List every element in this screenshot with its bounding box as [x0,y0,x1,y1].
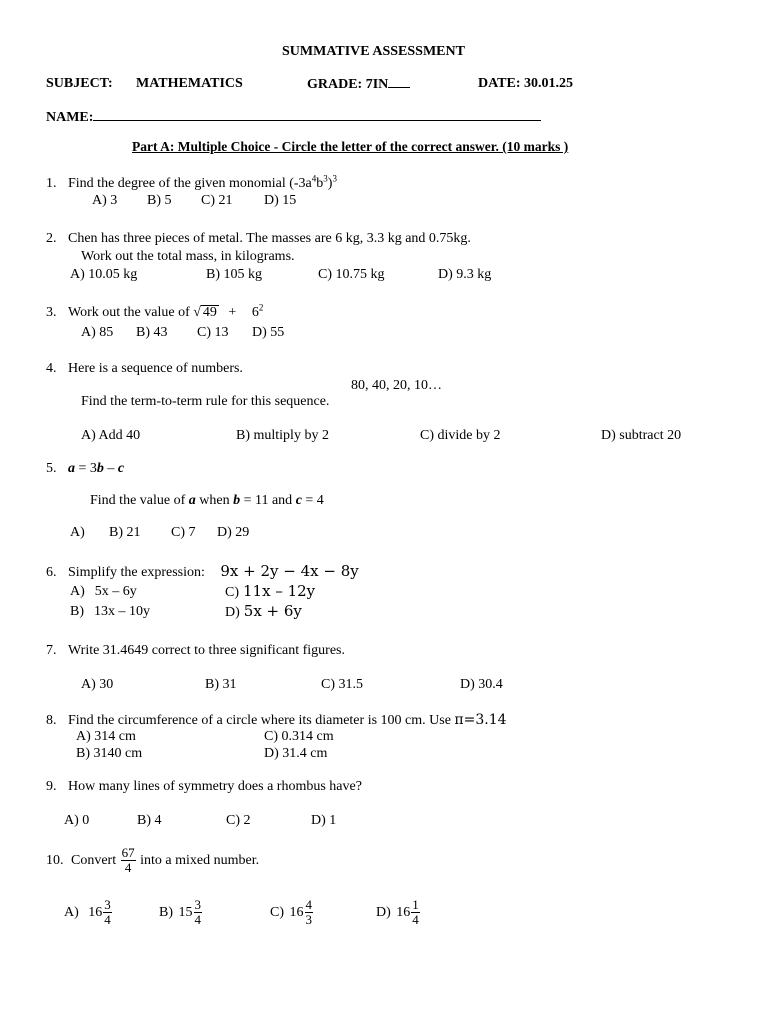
name-field [46,108,541,125]
question-3: 3. Work out the value of √ $49 + 6^2$ [46,302,264,320]
q9-option-b[interactable]: B) 4 [137,813,162,828]
q6-option-c[interactable]: C) 11x – 12y [225,582,316,600]
question-text: Find the degree of the given monomial $(-3a^4b^3)^3$ [68,173,337,191]
q7-option-c[interactable]: C) 31.5 [321,677,363,692]
q1-option-a[interactable]: A) 3 [92,193,118,208]
question-6 [46,564,359,580]
question-number: 1. [46,176,57,191]
q8-option-a[interactable]: A) 314 cm [76,729,136,744]
name-blank-line [93,108,541,121]
square-root-expression: √ 49 [193,305,217,320]
question-text: Find the circumference of a circle where its diameter is 100 cm. Use [68,713,455,728]
q4-option-c[interactable]: C) divide by 2 [420,428,501,443]
q7-option-b[interactable]: B) 31 [205,677,237,692]
question-number: 3. [46,305,57,320]
q2-option-a[interactable]: A) 10.05 kg [70,267,138,282]
question-4 [46,362,243,376]
date-label: DATE: 30.01.25 [478,76,574,91]
question-text: Here is a sequence of numbers. [68,361,243,376]
question-number: 8. [46,713,57,728]
question-9 [46,780,362,794]
page-title: SUMMATIVE ASSESSMENT [282,44,465,59]
q10-option-b[interactable]: B) 15 $\frac{3}{4}$ [159,897,201,928]
q5-option-d[interactable]: D) 29 [217,525,250,540]
q5-option-b[interactable]: B) 21 [109,525,141,540]
q2-option-d[interactable]: D) 9.3 kg [438,267,492,282]
q4-option-a[interactable]: A) Add 40 [81,428,141,443]
subject-value: MATHEMATICS [136,76,243,91]
equation: a = 3b – c [68,461,125,476]
q10-option-c[interactable]: C) 16 $\frac{4}{3}$ [270,897,312,928]
question-number: 5. [46,461,57,476]
q3-option-b[interactable]: B) 43 [136,325,168,340]
question-number: 10. [46,853,64,869]
q9-option-c[interactable]: C) 2 [226,813,251,828]
q4-option-d[interactable]: D) subtract 20 [601,428,682,443]
question-5 [46,462,124,476]
expression: 9x + 2y − 4x − 8y [220,562,359,580]
power-expression: $6^2$ [251,302,264,320]
question-number: 6. [46,565,57,580]
question-number: 4. [46,361,57,376]
q7-option-d[interactable]: D) 30.4 [460,677,503,692]
q9-option-d[interactable]: D) 1 [311,813,337,828]
subject-label: SUBJECT: [46,76,113,91]
question-text: Simplify the expression: [68,565,205,580]
pi-value: π=3.14 [454,712,507,728]
q3-option-a[interactable]: A) 85 [81,325,114,340]
q6-option-a[interactable]: A) 5x – 6y [70,584,137,599]
q3-option-d[interactable]: D) 55 [252,325,285,340]
question-text: Work out the value of [68,305,190,320]
q9-option-a[interactable]: A) 0 [64,813,90,828]
fraction: $\frac{3}{4}$ [194,897,201,928]
grade-blank-line [388,77,410,88]
question-text: Chen has three pieces of metal. The masses are 6 kg, 3.3 kg and 0.75kg. [68,231,471,246]
question-2 [46,232,471,246]
q6-option-d[interactable]: D) 5x + 6y [225,602,302,620]
q7-option-a[interactable]: A) 30 [81,677,114,692]
part-a-title: Part A: Multiple Choice - Circle the letter of the correct answer. (10 marks ) [132,139,569,154]
question-number: 9. [46,779,57,794]
q4-option-b[interactable]: B) multiply by 2 [236,428,329,443]
q3-option-c[interactable]: C) 13 [197,325,229,340]
question-text: How many lines of symmetry does a rhombus have? [68,779,362,794]
grade-label: GRADE: 7IN [307,77,389,92]
q1-option-d[interactable]: D) 15 [264,193,297,208]
question-8 [46,713,507,728]
q10-option-a[interactable]: A) 16 $\frac{3}{4}$ [64,897,111,928]
fraction: $\frac{4}{3}$ [305,897,312,928]
question-number: 2. [46,231,57,246]
improper-fraction: $\frac{67}{4}$ [121,845,135,876]
grade-field [307,77,410,92]
q6-option-b[interactable]: B) 13x – 10y [70,604,150,619]
q5-option-a[interactable]: A) [70,525,85,540]
q2-option-b[interactable]: B) 105 kg [206,267,262,282]
q1-option-c[interactable]: C) 21 [201,193,233,208]
question-1 [46,173,337,191]
name-label: NAME: [46,110,94,125]
q4-prompt: Find the term-to-term rule for this sequence. [81,394,330,409]
q10-option-d[interactable]: D) 16 $\frac{1}{4}$ [376,897,419,928]
q5-prompt: Find the value of a when b = 11 and c = 4 [90,493,324,508]
q4-sequence: 80, 40, 20, 10… [351,378,442,393]
q2-line-2: Work out the total mass, in kilograms. [81,249,295,264]
question-number: 7. [46,643,57,658]
q1-option-b[interactable]: B) 5 [147,193,172,208]
q2-option-c[interactable]: C) 10.75 kg [318,267,385,282]
q8-option-b[interactable]: B) 3140 cm [76,746,143,761]
fraction: $\frac{1}{4}$ [412,897,419,928]
question-text: Write 31.4649 correct to three significant figures. [68,643,346,658]
q5-option-c[interactable]: C) 7 [171,525,196,540]
q8-option-d[interactable]: D) 31.4 cm [264,746,328,761]
question-7 [46,644,345,658]
question-10: 10. Convert $\frac{67}{4}$ into a mixed number. [46,845,260,876]
q8-option-c[interactable]: C) 0.314 cm [264,729,334,744]
fraction: $\frac{3}{4}$ [104,897,111,928]
